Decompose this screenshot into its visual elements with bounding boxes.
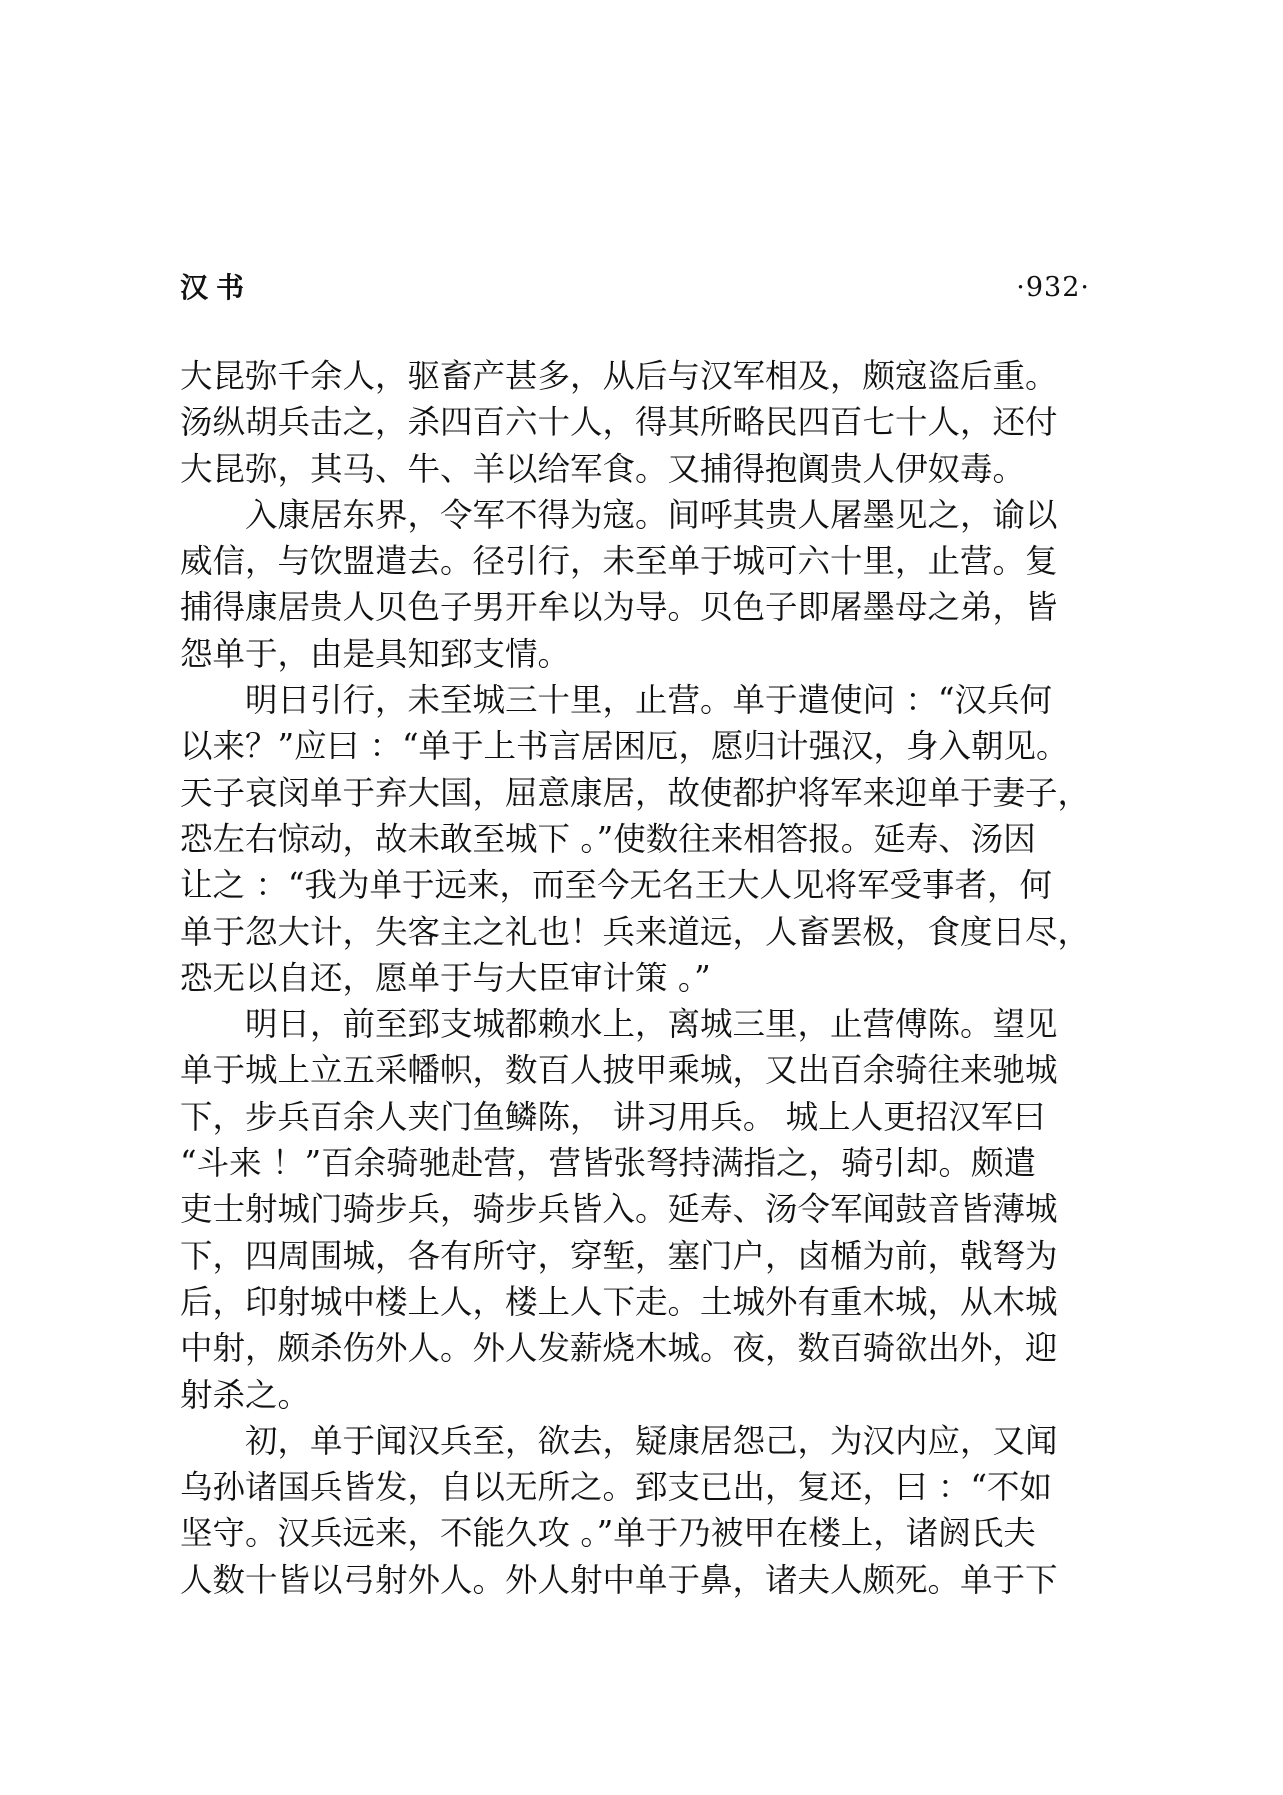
running-header <box>180 268 1090 312</box>
text-line: 单于城上立五采幡帜，数百人披甲乘城，又出百余骑往来驰城 <box>180 1051 1058 1090</box>
text-line: 初，单于闻汉兵至，欲去，疑康居怨己，为汉内应，又闻 <box>245 1421 1058 1460</box>
text-line: 让之 ：“我为单于远来，而至今无名王大人见将军受事者，何 <box>180 866 1052 905</box>
text-line: 威信，与饮盟遣去。径引行，未至单于城可六十里，止营。复 <box>180 542 1058 581</box>
text-line: 人数十皆以弓射外人。外人射中单于鼻，诸夫人颇死。单于下 <box>180 1560 1058 1599</box>
text-line: 恐无以自还，愿单于与大臣审计策 。” <box>180 958 711 997</box>
text-line: 明日，前至郅支城都赖水上，离城三里，止营傅陈。望见 <box>245 1005 1058 1044</box>
text-line: 坚守。汉兵远来，不能久攻 。”单于乃被甲在楼上，诸阏氏夫 <box>180 1514 1036 1553</box>
text-line: 大昆弥，其马、牛、羊以给军食。又捕得抱阗贵人伊奴毒。 <box>180 449 1026 488</box>
text-line: 捕得康居贵人贝色子男开牟以为导。贝色子即屠墨母之弟，皆 <box>180 588 1058 627</box>
page-number: ·932· <box>1016 272 1090 303</box>
text-line: 单于忽大计，失客主之礼也！兵来道远，人畜罢极，食度日尽， <box>180 912 1091 951</box>
text-line: 怨单于，由是具知郅支情。 <box>180 634 571 673</box>
text-line: 汤纵胡兵击之，杀四百六十人，得其所略民四百七十人，还付 <box>180 403 1058 442</box>
text-line: 后，印射城中楼上人，楼上人下走。土城外有重木城，从木城 <box>180 1282 1058 1321</box>
text-line: 大昆弥千余人，驱畜产甚多，从后与汉军相及，颇寇盗后重。 <box>180 357 1058 395</box>
text-line: 中射，颇杀伤外人。外人发薪烧木城。夜，数百骑欲出外，迎 <box>180 1329 1058 1368</box>
body-text <box>180 353 1091 1603</box>
text-line: 下，步兵百余人夹门鱼鳞陈， 讲习用兵。 城上人更招汉军曰 <box>180 1097 1046 1136</box>
text-line: “斗来 ！”百余骑驰赴营，营皆张弩持满指之，骑引却。颇遣 <box>180 1144 1037 1183</box>
text-line: 射杀之。 <box>180 1375 311 1414</box>
text-line: 以来？”应曰 ：“单于上书言居困厄，愿归计强汉，身入朝见。 <box>180 727 1069 766</box>
text-line: 下，四周围城，各有所守，穿堑，塞门户，卤楯为前，戟弩为 <box>180 1236 1058 1275</box>
book-title: 汉书 <box>180 271 253 304</box>
text-line: 吏士射城门骑步兵，骑步兵皆入。延寿、汤令军闻鼓音皆薄城 <box>180 1190 1058 1229</box>
text-line: 天子哀闵单于弃大国，屈意康居，故使都护将军来迎单于妻子， <box>180 773 1091 812</box>
text-line: 明日引行，未至城三十里，止营。单于遣使问 ：“汉兵何 <box>245 681 1052 720</box>
text-line: 恐左右惊动，故未敢至城下 。”使数往来相答报。延寿、汤因 <box>180 819 1036 858</box>
text-line: 入康居东界，令军不得为寇。间呼其贵人屠墨见之，谕以 <box>245 495 1058 534</box>
text-line: 乌孙诸国兵皆发，自以无所之。郅支已出，复还，曰 ：“不如 <box>180 1468 1052 1507</box>
